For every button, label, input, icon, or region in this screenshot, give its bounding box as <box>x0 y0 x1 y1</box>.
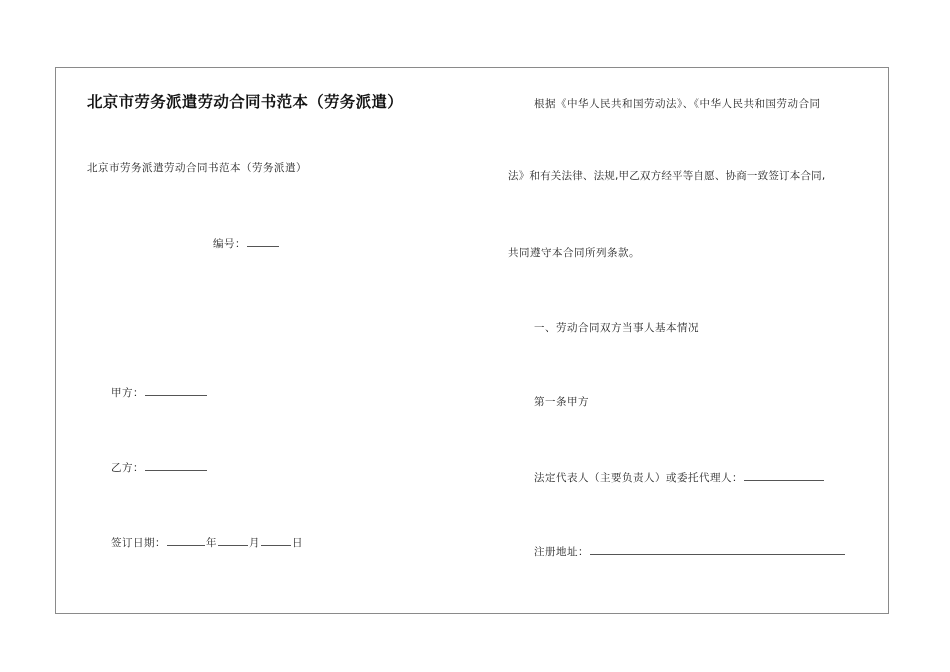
reg-address-label: 注册地址： <box>534 546 589 558</box>
party-b-label: 乙方： <box>111 462 144 474</box>
year-label: 年 <box>206 537 217 549</box>
party-a-label: 甲方： <box>111 387 144 399</box>
sign-date-label: 签订日期： <box>111 537 166 549</box>
preamble-line-1: 根据《中华人民共和国劳动法》、《中华人民共和国劳动合同 <box>534 98 821 110</box>
preamble-line-3: 共同遵守本合同所列条款。 <box>508 247 640 259</box>
reg-address-blank <box>590 544 845 555</box>
month-label: 月 <box>249 537 260 549</box>
day-blank <box>261 535 291 546</box>
party-b-blank <box>145 460 207 471</box>
legal-rep-blank <box>744 470 824 481</box>
document-subtitle: 北京市劳务派遣劳动合同书范本（劳务派遣） <box>87 162 307 174</box>
reg-address-field <box>534 544 846 559</box>
number-blank <box>247 236 279 247</box>
page-border <box>55 67 889 614</box>
day-label: 日 <box>292 537 303 549</box>
party-a-blank <box>145 385 207 396</box>
preamble-line-2: 法》和有关法律、法规,甲乙双方经平等自愿、协商一致签订本合同, <box>508 170 826 182</box>
section-heading: 一、劳动合同双方当事人基本情况 <box>534 322 699 334</box>
year-blank <box>167 535 205 546</box>
article-heading: 第一条甲方 <box>534 396 589 408</box>
sign-date-field <box>111 535 303 550</box>
number-field <box>213 236 280 251</box>
party-b-field <box>111 460 208 475</box>
month-blank <box>218 535 248 546</box>
document-title: 北京市劳务派遣劳动合同书范本（劳务派遣） <box>87 92 404 111</box>
party-a-field <box>111 385 208 400</box>
legal-rep-field <box>534 470 825 485</box>
number-label: 编号： <box>213 238 246 250</box>
legal-rep-label: 法定代表人（主要负责人）或委托代理人： <box>534 472 743 484</box>
